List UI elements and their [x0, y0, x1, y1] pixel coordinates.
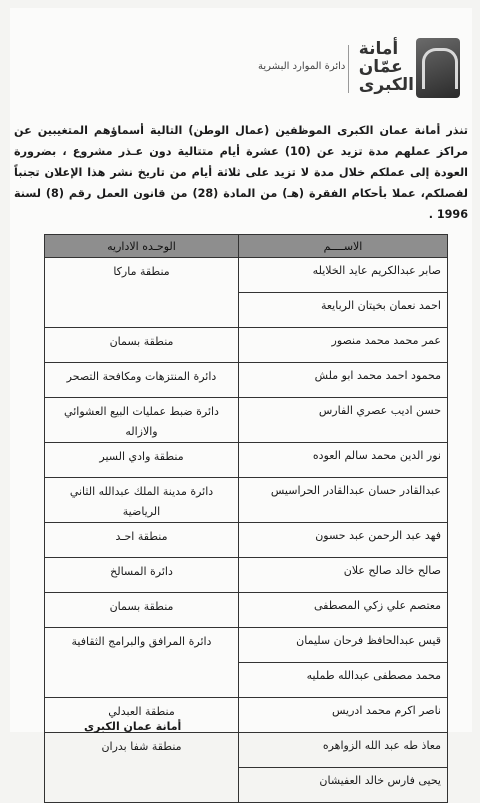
- table-row: [45, 593, 448, 628]
- employee-name: معاذ طه عبد الله الزواهره: [239, 733, 448, 768]
- employee-name: معتصم علي زكي المصطفى: [239, 593, 448, 628]
- table-row: [45, 398, 448, 443]
- employee-name: محمود احمد محمد ابو ملش: [239, 363, 448, 398]
- employee-name: عبدالقادر حسان عبدالقادر الحراسيس: [239, 478, 448, 523]
- table-row: [45, 478, 448, 523]
- administrative-unit: دائرة المرافق والبرامج الثقافية: [45, 628, 239, 698]
- administrative-unit: دائرة مدينة الملك عبدالله الثاني الرياضية: [45, 478, 239, 523]
- amman-logo: [355, 23, 460, 113]
- employee-name: عمر محمد محمد منصور: [239, 328, 448, 363]
- employee-name: حسن اديب عصري الفارس: [239, 398, 448, 443]
- header: [250, 23, 460, 113]
- table-row: [45, 328, 448, 363]
- administrative-unit: منطقة بسمان: [45, 593, 239, 628]
- logo-wordmark: [359, 41, 414, 95]
- table-row: [45, 443, 448, 478]
- column-header-name: الاســــم: [239, 235, 448, 258]
- employee-name: نور الدين محمد سالم العوده: [239, 443, 448, 478]
- table-row: [45, 258, 448, 293]
- employee-name: صابر عبدالكريم عايد الخلايله: [239, 258, 448, 293]
- org-line-1: أمانة: [358, 39, 399, 60]
- table-row: [45, 558, 448, 593]
- table-header-row: [45, 235, 448, 258]
- table-row: [45, 363, 448, 398]
- administrative-unit: منطقة وادي السير: [45, 443, 239, 478]
- administrative-unit: منطقة العبدلي: [45, 698, 239, 733]
- employee-name: احمد نعمان بخيتان الربايعة: [239, 293, 448, 328]
- table-row: [45, 628, 448, 663]
- administrative-unit: منطقة شفا بدران: [45, 733, 239, 803]
- amman-logo-icon: [416, 38, 460, 98]
- table-row: [45, 523, 448, 558]
- employee-name: قيس عبدالحافظ فرحان سليمان: [239, 628, 448, 663]
- employee-name: محمد مصطفى عبدالله طمليه: [239, 663, 448, 698]
- administrative-unit: منطقة بسمان: [45, 328, 239, 363]
- signature: أمانة عمان الكبرى: [84, 720, 182, 733]
- administrative-unit: دائرة المنتزهات ومكافحة التصحر: [45, 363, 239, 398]
- employee-name: صالح خالد صالح علان: [239, 558, 448, 593]
- administrative-unit: منطقة ماركا: [45, 258, 239, 328]
- column-header-unit: الوحـده الاداريه: [45, 235, 239, 258]
- employee-name: ناصر اكرم محمد ادريس: [239, 698, 448, 733]
- org-line-3: الكبرى: [358, 74, 414, 95]
- employee-name: فهد عبد الرحمن عبد حسون: [239, 523, 448, 558]
- header-divider: [348, 45, 349, 93]
- department-name: دائرة الموارد البشرية: [258, 61, 346, 72]
- absent-employees-table: [44, 234, 448, 803]
- announcement-page: [10, 8, 472, 787]
- org-line-2: عمّان: [358, 57, 403, 78]
- announcement-text: تنذر أمانة عمان الكبرى الموظفين (عمال الوطن) التالية أسماؤهم المتغيبين عن مراكز عملهم مدة تزيد عن (10) عشرة أيام متتالية دون عـذر مشروع ، بضرورة العودة إلى عملكم خلال مدة لا تزيد على ثلاثة أيام من تاريخ نشر هذا الإعلان تجنباً لفصلكم، عملا بأحكام الفقرة (هـ) من المادة (28) من قانون العمل رقم (8) لسنة 1996 .: [14, 124, 468, 221]
- administrative-unit: منطقة احـد: [45, 523, 239, 558]
- administrative-unit: دائرة المسالخ: [45, 558, 239, 593]
- administrative-unit: دائرة ضبط عمليات البيع العشوائي والازاله: [45, 398, 239, 443]
- employee-name: يحيى فارس خالد العفيشان: [239, 768, 448, 803]
